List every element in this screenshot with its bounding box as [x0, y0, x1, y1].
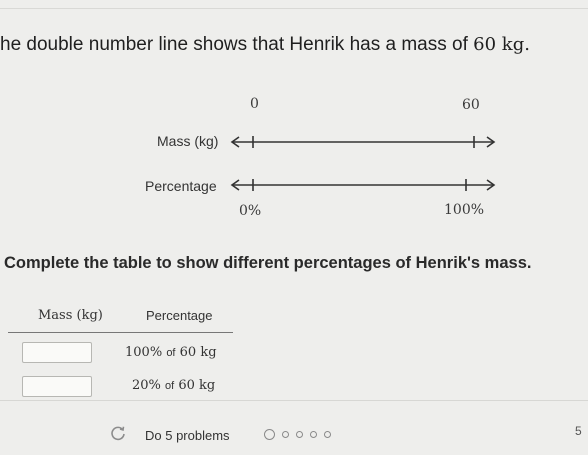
do-problems-label: Do 5 problems: [145, 428, 230, 443]
progress-dots: [264, 429, 331, 440]
mass-number-line: [232, 136, 494, 148]
progress-dot-icon: [296, 431, 303, 438]
table-header-divider: [8, 332, 233, 333]
mass-tick-0: 0: [250, 96, 259, 112]
progress-dot-icon: [282, 431, 289, 438]
prompt-mass-value: 60 kg.: [473, 34, 530, 55]
of-mass-value: 60 kg: [179, 345, 217, 360]
of-word: of: [166, 347, 176, 359]
progress-dot-icon: [324, 431, 331, 438]
percent-cell-2: [132, 378, 215, 393]
question-text: Complete the table to show different percentages of Henrik's mass.: [4, 254, 532, 272]
mass-answer-input-2[interactable]: [22, 376, 92, 397]
percentage-number-line: [232, 179, 494, 191]
percent-value: 20%: [132, 378, 161, 393]
refresh-icon[interactable]: [110, 425, 126, 441]
of-word: of: [165, 380, 175, 392]
percent-value: 100%: [125, 345, 163, 360]
progress-dot-icon: [264, 429, 275, 440]
percentage-axis-label: Percentage: [145, 178, 217, 194]
table-header-mass: Mass (kg): [38, 308, 103, 323]
of-mass-value: 60 kg: [178, 378, 216, 393]
percent-tick-0: 0%: [239, 203, 262, 219]
mass-tick-60: 60: [462, 97, 480, 113]
footer-divider: [0, 400, 588, 401]
percent-cell-1: [125, 345, 217, 360]
mass-axis-label: Mass (kg): [157, 133, 219, 149]
mass-answer-input-1[interactable]: [22, 342, 92, 363]
progress-dot-icon: [310, 431, 317, 438]
table-header-percentage: Percentage: [146, 308, 213, 323]
prompt-text: he double number line shows that Henrik has a mass of: [0, 34, 474, 55]
page-number-fragment: 5: [575, 424, 582, 438]
percent-tick-100: 100%: [444, 202, 485, 218]
